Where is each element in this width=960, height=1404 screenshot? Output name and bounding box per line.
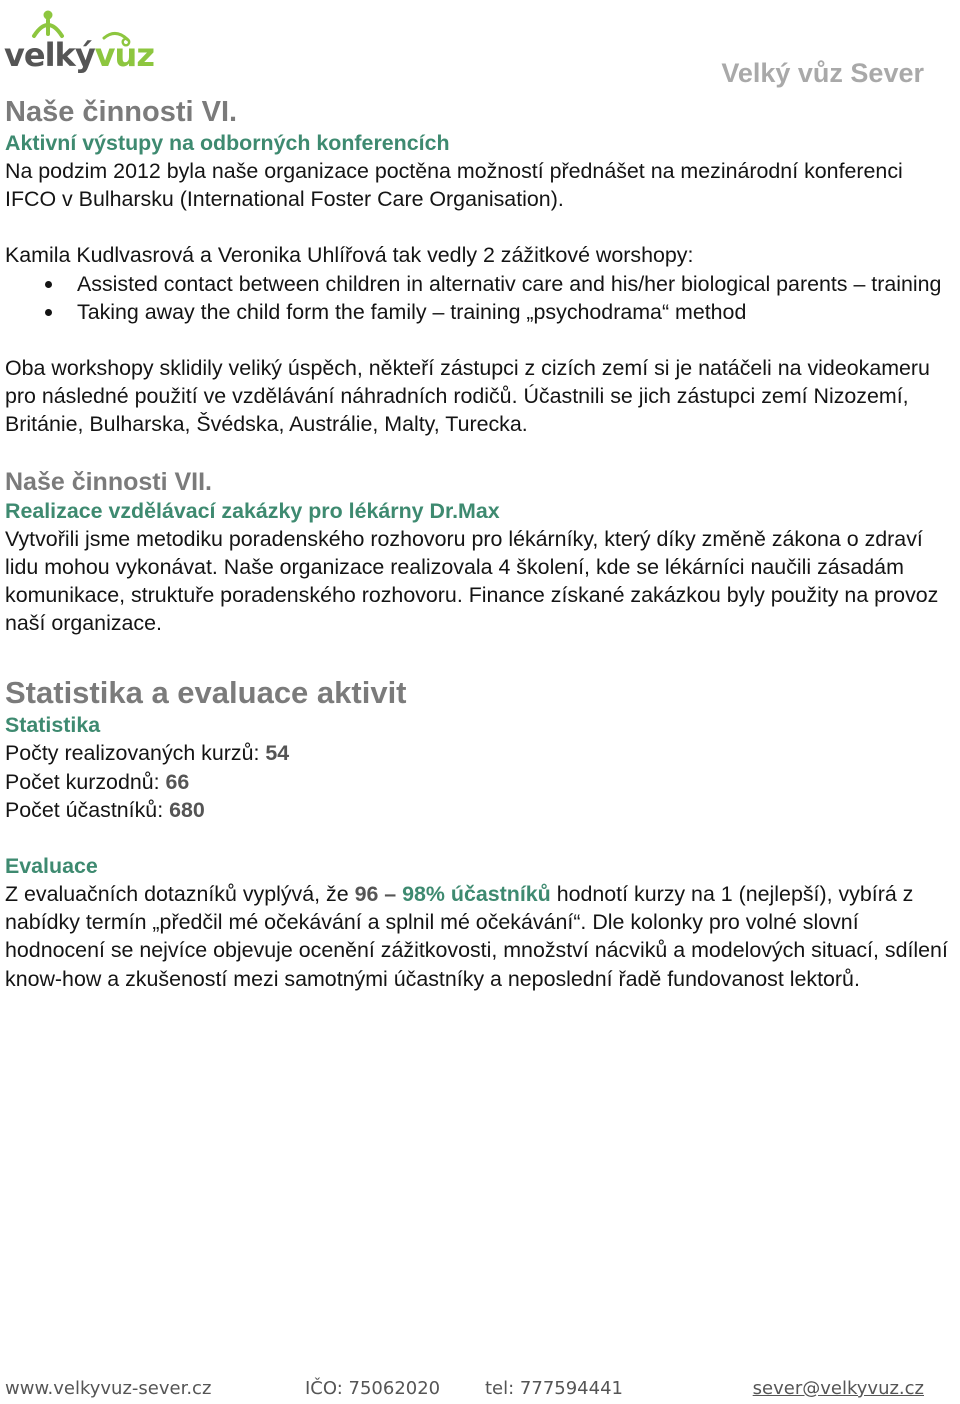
logo-wordmark: velkývůz [4,36,154,74]
section-6-paragraph-1: Na podzim 2012 byla naše organizace poctěna možností přednášet na mezinárodní konferenci IFCO v Bulharsku (International Foster Care Organisation). [5,159,903,212]
stat-row: Počty realizovaných kurzů: 54 [5,741,290,766]
section-7-paragraph: Vytvořili jsme metodiku poradenského rozhovoru pro lékárníky, který díky změně zákona o zdraví lidu mohou vykonávat. Naše organizace realizovala 4 školení, kde se lékárníci naučili zásadám komunikace, struktuře poradenského rozhovoru. Finance získané zakázkou byly použity na provoz naší organizace. [5,526,939,636]
section-7-heading: Naše činnosti VII. [5,467,213,496]
bullet-icon [45,281,52,288]
footer-email-link[interactable]: sever@velkyvuz.cz [752,1378,924,1399]
list-item: Assisted contact between children in alternativ care and his/her biological parents – training [5,270,957,298]
section-6-paragraph-2: Kamila Kudlvasrová a Veronika Uhlířová tak vedly 2 zážitkové worshopy: [5,243,694,268]
footer-phone: tel: 777594441 [485,1378,623,1399]
stats-subheading: Statistika [5,713,101,738]
section-6-subheading: Aktivní výstupy na odborných konferencích [5,131,450,155]
evaluation-paragraph: Z evaluačních dotazníků vyplývá, že 96 – 98% účastníků hodnotí kurzy na 1 (nejlepší), vybírá z nabídky termín „předčil mé očekávání a splnil mé očekávání“. Dle kolonky pro volné slovní hodnocení se nejvíce objevuje ocenění zážitkovosti, množství nácviků a modelových situací, sdílení know-how a zkušeností mezi samotnými účastníky a neposlední řadě fundovanost lektorů. [5,882,948,991]
workshop-list [5,270,957,326]
stat-row: Počet kurzodnů: 66 [5,769,190,794]
header-title: Velký vůz Sever [721,58,924,88]
section-6-paragraph-3: Oba workshopy sklidily veliký úspěch, někteří zástupci z cizích zemí si je natáčeli na videokameru pro následné použití ve vzdělávání náhradních rodičů. Účastnili se jich zástupci zemí Nizozemí, Británie, Bulharska, Švédska, Austrálie, Malty, Turecka. [5,356,930,437]
footer-ico: IČO: 75062020 [305,1378,441,1399]
list-item: Taking away the child form the family – training „psychodrama“ method [5,298,957,326]
logo [4,6,154,82]
content [5,95,957,993]
evaluation-subheading: Evaluace [5,854,98,879]
section-6-heading: Naše činnosti VI. [5,96,238,128]
stat-row: Počet účastníků: 680 [5,797,205,822]
bullet-icon [45,309,52,316]
stats-heading: Statistika a evaluace aktivit [5,675,407,711]
footer-website-link[interactable]: www.velkyvuz-sever.cz [5,1378,212,1399]
section-7-subheading: Realizace vzdělávací zakázky pro lékárny Dr.Max [5,498,500,523]
